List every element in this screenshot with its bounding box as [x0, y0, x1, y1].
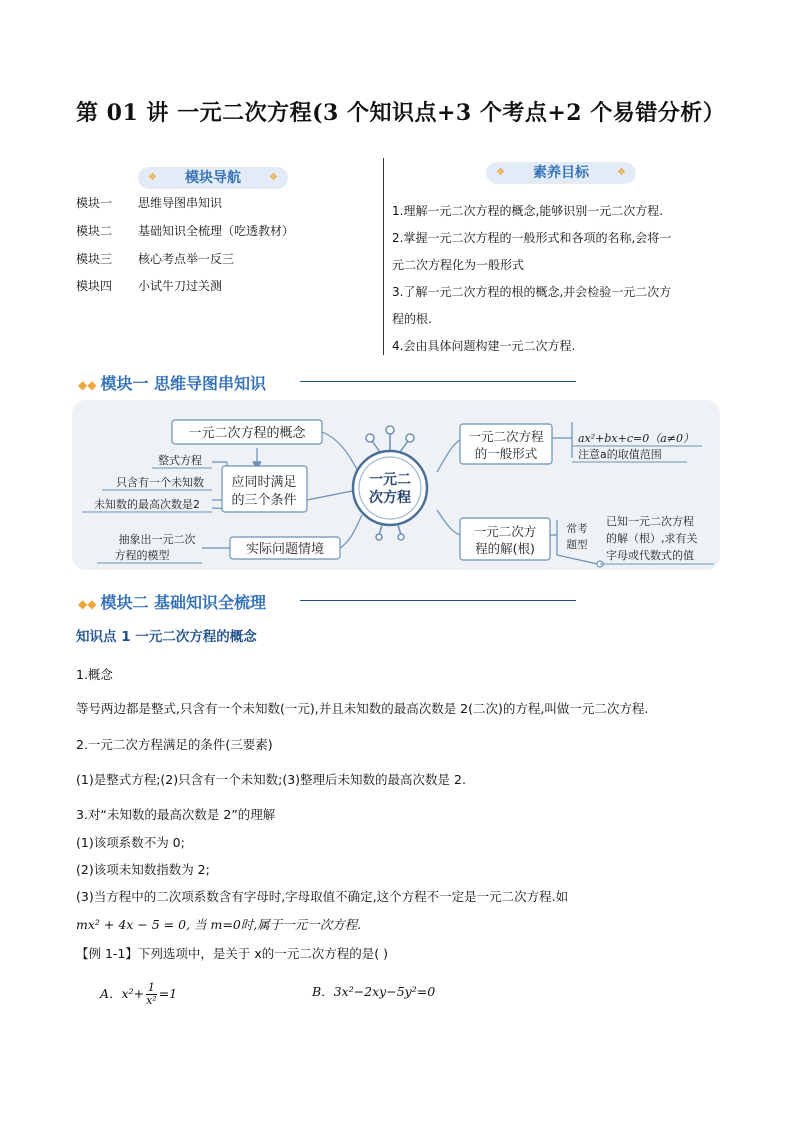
- goal-line: 4.会由具体问题构建一元二次方程.: [392, 339, 576, 353]
- connector: [437, 510, 460, 535]
- solution-label: 程的解(根): [475, 541, 535, 556]
- center-label: 次方程: [369, 490, 411, 506]
- body-text: 3.对“未知数的最高次数是 2”的理解: [76, 807, 276, 822]
- nav-item: 模块四 小试牛刀过关测: [76, 279, 223, 293]
- common-label: 题型: [566, 539, 588, 551]
- center-label: 一元二: [369, 472, 411, 488]
- knowledge-point-title: 知识点 1 一元二次方程的概念: [76, 629, 257, 645]
- diamond-icon: ◆◆: [78, 597, 97, 611]
- model-label: 方程的模型: [114, 549, 170, 562]
- body-text: (2)该项未知数指数为 2;: [76, 862, 210, 877]
- formula-label: ax²+bx+c=0（a≠0）: [578, 432, 694, 445]
- known-label: 的解（根）,求有关: [606, 532, 698, 545]
- nav-item: 模块三 核心考点举一反三: [76, 252, 235, 266]
- concept-label: 一元二次方程的概念: [188, 426, 306, 441]
- context-label: 实际问题情境: [245, 542, 325, 557]
- center-node: [353, 426, 427, 540]
- connector: [552, 422, 572, 458]
- nav-item: 模块二 基础知识全梳理（吃透教材）: [76, 224, 295, 238]
- nav-item: 模块一 思维导图串知识: [76, 196, 223, 210]
- section-heading-mindmap: ◆◆ 模块一 思维导图串知识: [78, 374, 267, 393]
- body-text: (3)当方程中的二次项系数含有字母时,字母取值不确定,这个方程不一定是一元二次方程.如: [76, 889, 569, 904]
- body-text: 1.概念: [76, 667, 113, 682]
- condition-label: 只含有一个未知数: [116, 476, 204, 489]
- goal-line: 1.理解一元二次方程的概念,能够识别一元二次方程.: [392, 204, 664, 218]
- solution-label: 一元二次方: [473, 524, 537, 539]
- section-rule: [300, 381, 576, 382]
- general-form-label: 一元二次方程: [468, 429, 544, 444]
- connector: [322, 432, 360, 475]
- condition-label: 整式方程: [158, 454, 202, 467]
- goal-line: 3.了解一元二次方程的根的概念,并会检验一元二次方: [392, 285, 672, 299]
- module-nav-heading: ❖ 模块导航 ❖: [138, 167, 288, 189]
- body-text: 等号两边都是整式,只含有一个未知数(一元),并且未知数的最高次数是 2(二次)的方程,叫做一元二次方程.: [76, 701, 649, 716]
- known-label: 字母或代数式的值: [606, 549, 694, 562]
- section-rule: [300, 600, 576, 601]
- column-divider: [383, 158, 384, 355]
- common-label: 常考: [566, 523, 588, 535]
- diamond-icon: ◆◆: [78, 378, 97, 392]
- connector: [340, 515, 362, 548]
- example-equation: mx² + 4x − 5 = 0, 当 m=0时,属于一元一次方程.: [76, 917, 362, 932]
- goals-heading: ❖ 素养目标 ❖: [486, 162, 636, 184]
- note-label: 注意a的取值范围: [578, 448, 662, 461]
- mindmap: [72, 400, 720, 570]
- goal-line: 程的根.: [392, 312, 432, 326]
- condition-label: 未知数的最高次数是2: [94, 498, 200, 511]
- general-form-label: 的一般形式: [474, 446, 538, 461]
- option-b: B．3x²−2xy−5y²=0: [312, 984, 436, 999]
- goal-line: 元二次方程化为一般形式: [392, 258, 525, 272]
- connector: [437, 440, 460, 472]
- section-heading-basics: ◆◆ 模块二 基础知识全梳理: [78, 593, 267, 612]
- body-text: (1)该项系数不为 0;: [76, 835, 185, 850]
- example-question: 【例 1-1】下列选项中，是关于 x的一元二次方程的是( ): [76, 946, 388, 961]
- option-a: A．x²+ $\frac{1}{\text{x²}}$ =1: [100, 981, 178, 1007]
- conditions-box-label: 应同时满足: [231, 475, 297, 490]
- model-label: 抽象出一元二次: [118, 533, 196, 546]
- connector: [307, 490, 357, 500]
- known-label: 已知一元二次方程: [606, 515, 694, 528]
- conditions-box-label: 的三个条件: [231, 493, 297, 508]
- body-text: 2.一元二次方程满足的条件(三要素): [76, 737, 273, 752]
- page-title: 第 01 讲 一元二次方程(3 个知识点+3 个考点+2 个易错分析）: [76, 100, 726, 126]
- goal-line: 2.掌握一元二次方程的一般形式和各项的名称,会将一: [392, 231, 672, 245]
- body-text: (1)是整式方程;(2)只含有一个未知数;(3)整理后未知数的最高次数是 2.: [76, 772, 466, 787]
